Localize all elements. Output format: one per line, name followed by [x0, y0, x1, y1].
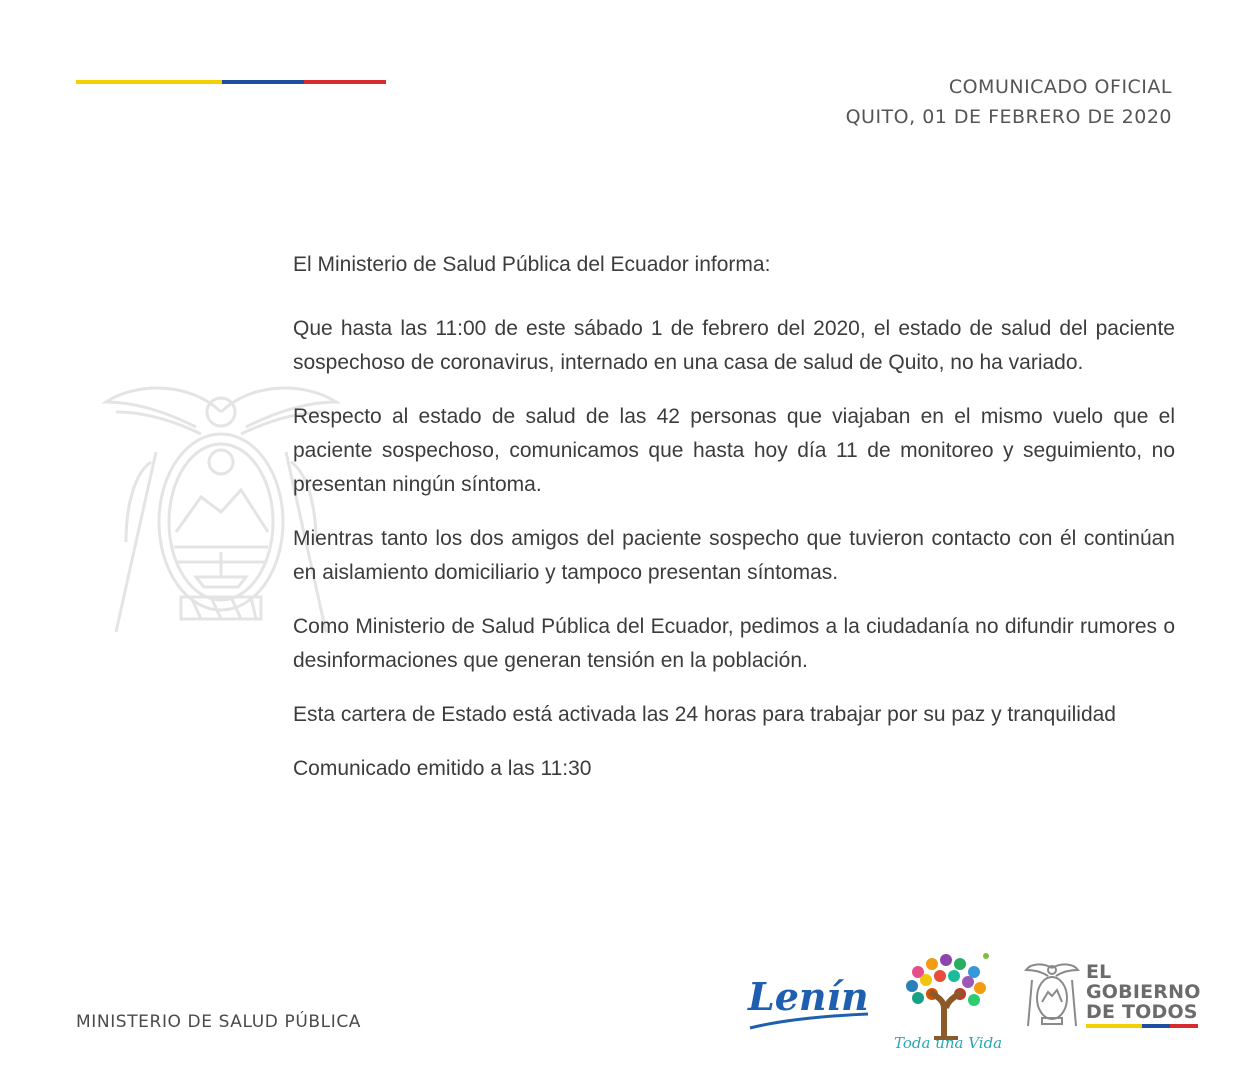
tree-logo-icon — [888, 948, 1004, 1052]
gobierno-line-3: DE TODOS — [1086, 1001, 1198, 1023]
lenin-logo-text: Lenín — [748, 974, 869, 1019]
paragraph-issued-time: Comunicado emitido a las 11:30 — [293, 757, 592, 780]
gobierno-text — [1086, 962, 1201, 1022]
ecuador-seal-icon — [1024, 960, 1080, 1030]
paragraph-availability: Esta cartera de Estado está activada las 24 horas para trabajar por su paz y tranquilidad — [293, 703, 1116, 726]
paragraph-friends: Mientras tanto los dos amigos del paciente sospecho que tuvieron contacto con él continúan en aislamiento domiciliario y tampoco presentan síntomas. — [293, 527, 1175, 584]
document-header — [846, 72, 1172, 132]
communique-body — [293, 248, 1175, 786]
flag-yellow-segment — [76, 80, 222, 84]
paragraph-status: Que hasta las 11:00 de este sábado 1 de febrero del 2020, el estado de salud del paciente sospechoso de coronavirus, internado en una casa de salud de Quito, no ha variado. — [293, 317, 1175, 374]
gobierno-de-todos-logo — [1024, 960, 1202, 1034]
gobierno-line-1: EL — [1086, 961, 1112, 983]
gobierno-underline-red — [1170, 1024, 1198, 1028]
paragraph-rumors: Como Ministerio de Salud Pública del Ecuador, pedimos a la ciudadanía no difundir rumores o desinformaciones que generan tensión en la población. — [293, 615, 1175, 672]
document-date: QUITO, 01 DE FEBRERO DE 2020 — [845, 106, 1172, 128]
footer-ministry-name: MINISTERIO DE SALUD PÚBLICA — [76, 1012, 362, 1032]
gobierno-underline-yellow — [1086, 1024, 1142, 1028]
tree-logo-tagline: Toda una Vida — [894, 1034, 1003, 1052]
flag-color-bar — [76, 80, 386, 84]
flag-red-segment — [304, 80, 386, 84]
lenin-logo — [742, 966, 872, 1036]
paragraph-passengers: Respecto al estado de salud de las 42 personas que viajaban en el mismo vuelo que el paciente sospechoso, comunicamos que hasta hoy día 11 de monitoreo y seguimiento, no presentan ningún síntoma. — [293, 405, 1175, 496]
gobierno-flag-underline — [1086, 1024, 1198, 1028]
gobierno-underline-blue — [1142, 1024, 1170, 1028]
document-title: COMUNICADO OFICIAL — [948, 76, 1172, 98]
gobierno-line-2: GOBIERNO — [1086, 981, 1201, 1003]
intro-line: El Ministerio de Salud Pública del Ecuador informa: — [293, 253, 771, 276]
flag-blue-segment — [222, 80, 304, 84]
